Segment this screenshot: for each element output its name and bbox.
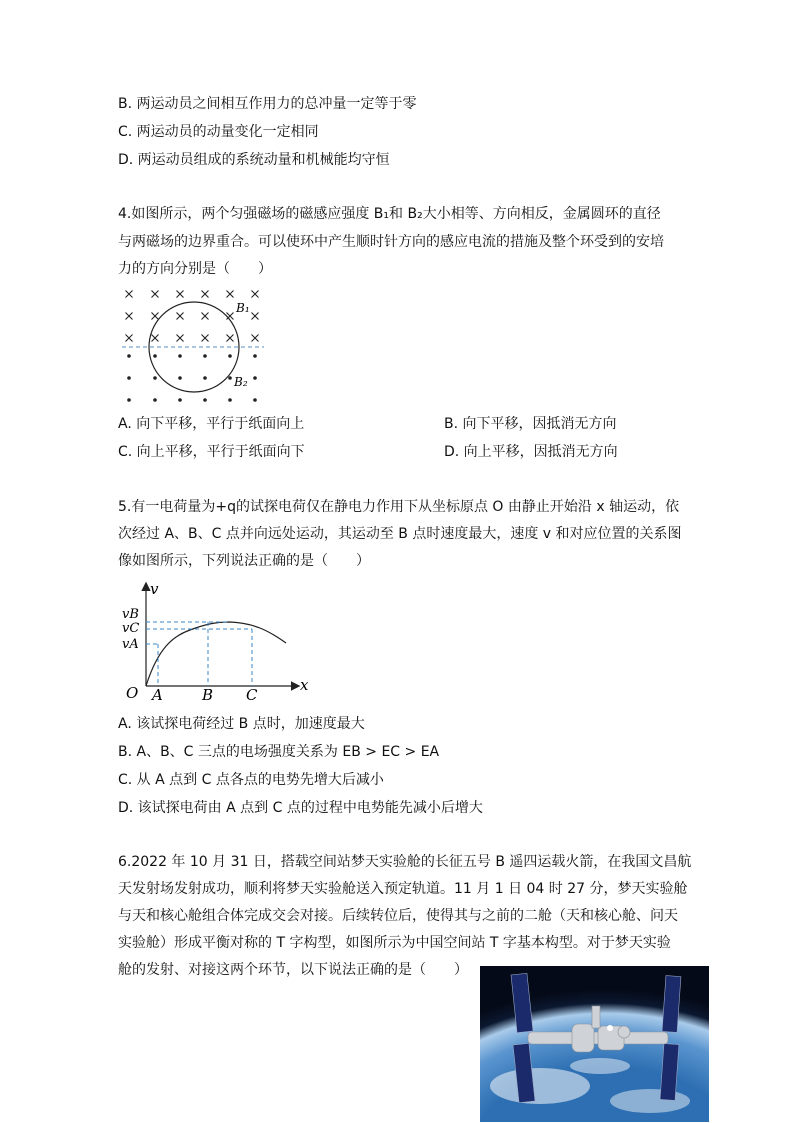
q4-stem-line-1: 4.如图所示，两个匀强磁场的磁感应强度 B₁和 B₂大小相等、方向相反，金属圆环的直径: [118, 206, 661, 222]
label-b1: B₁: [236, 301, 250, 315]
field-dot-mark: [178, 354, 182, 358]
q5-option-a: A. 该试探电荷经过 B 点时，加速度最大: [118, 716, 365, 732]
vc-label: vC: [122, 621, 140, 636]
q5-option-b: B. A、B、C 三点的电场强度关系为 EB > EC > EA: [118, 744, 440, 760]
vb-label: vB: [122, 607, 139, 622]
field-dot-mark: [228, 398, 232, 402]
q3-option-c: C. 两运动员的动量变化一定相同: [118, 124, 319, 140]
field-dot-mark: [253, 376, 257, 380]
q5-stem-line-2: 次经过 A、B、C 点并向远处运动，其运动至 B 点时速度最大，速度 v 和对应位置的关系图: [118, 526, 682, 542]
label-b2: B₂: [234, 375, 248, 389]
q3-option-b: B. 两运动员之间相互作用力的总冲量一定等于零: [118, 96, 417, 112]
va-label: vA: [122, 637, 139, 652]
point-a-label: A: [152, 686, 163, 704]
field-dot-mark: [253, 354, 257, 358]
q5-option-d: D. 该试探电荷由 A 点到 C 点的过程中电势能先减小后增大: [118, 800, 483, 816]
q6-stem-line-1: 6.2022 年 10 月 31 日，搭载空间站梦天实验舱的长征五号 B 遥四运载火箭，在我国文昌航: [118, 854, 692, 870]
q3-option-d: D. 两运动员组成的系统动量和机械能均守恒: [118, 152, 390, 168]
field-dot-mark: [153, 398, 157, 402]
q5-stem-line-3: 像如图所示，下列说法正确的是（ ）: [118, 553, 370, 569]
field-dot-mark: [153, 354, 157, 358]
q4-stem-line-3: 力的方向分别是（ ）: [118, 261, 272, 277]
q4-option-b: B. 向下平移，因抵消无方向: [444, 416, 617, 432]
q4-option-c: C. 向上平移，平行于纸面向下: [118, 444, 305, 460]
field-dot-mark: [178, 376, 182, 380]
q6-stem-line-2: 天发射场发射成功，顺利将梦天实验舱送入预定轨道。11 月 1 日 04 时 27 分，梦天实验舱: [118, 881, 688, 897]
space-station-photo: [480, 966, 709, 1122]
q5-velocity-position-graph: [118, 578, 318, 706]
velocity-curve: [146, 622, 286, 686]
field-dot-mark: [127, 398, 131, 402]
field-dot-mark: [228, 376, 232, 380]
field-dot-mark: [127, 354, 131, 358]
field-dot-mark: [253, 398, 257, 402]
field-dot-mark: [127, 376, 131, 380]
q4-option-d: D. 向上平移，因抵消无方向: [444, 444, 618, 460]
field-dot-mark: [228, 354, 232, 358]
q6-stem-line-4: 实验舱）形成平衡对称的 T 字构型，如图所示为中国空间站 T 字基本构型。对于梦天实验: [118, 935, 671, 951]
field-dot-mark: [153, 376, 157, 380]
point-b-label: B: [202, 686, 214, 704]
q5-option-c: C. 从 A 点到 C 点各点的电势先增大后减小: [118, 772, 384, 788]
v-axis-label: v: [150, 580, 159, 598]
x-axis-label: x: [300, 676, 309, 694]
field-dot-mark: [203, 354, 207, 358]
point-c-label: C: [246, 686, 258, 704]
field-into-page-marks: [126, 291, 259, 342]
q4-stem-line-2: 与两磁场的边界重合。可以使环中产生顺时针方向的感应电流的措施及整个环受到的安培: [118, 234, 664, 250]
field-dot-mark: [203, 398, 207, 402]
q5-stem-line-1: 5.有一电荷量为+q的试探电荷仅在静电力作用下从坐标原点 O 由静止开始沿 x 轴运动，依: [118, 499, 680, 515]
q4-magnetic-field-figure: [118, 284, 268, 408]
field-dot-mark: [178, 398, 182, 402]
q4-option-a: A. 向下平移，平行于纸面向上: [118, 416, 305, 432]
q6-stem-line-5: 舱的发射、对接这两个环节，以下说法正确的是（ ）: [118, 962, 468, 978]
field-dot-mark: [203, 376, 207, 380]
origin-label: O: [126, 684, 139, 702]
q6-stem-line-3: 与天和核心舱组合体完成交会对接。后续转位后，使得其与之前的二舱（天和核心舱、问天: [118, 908, 678, 924]
